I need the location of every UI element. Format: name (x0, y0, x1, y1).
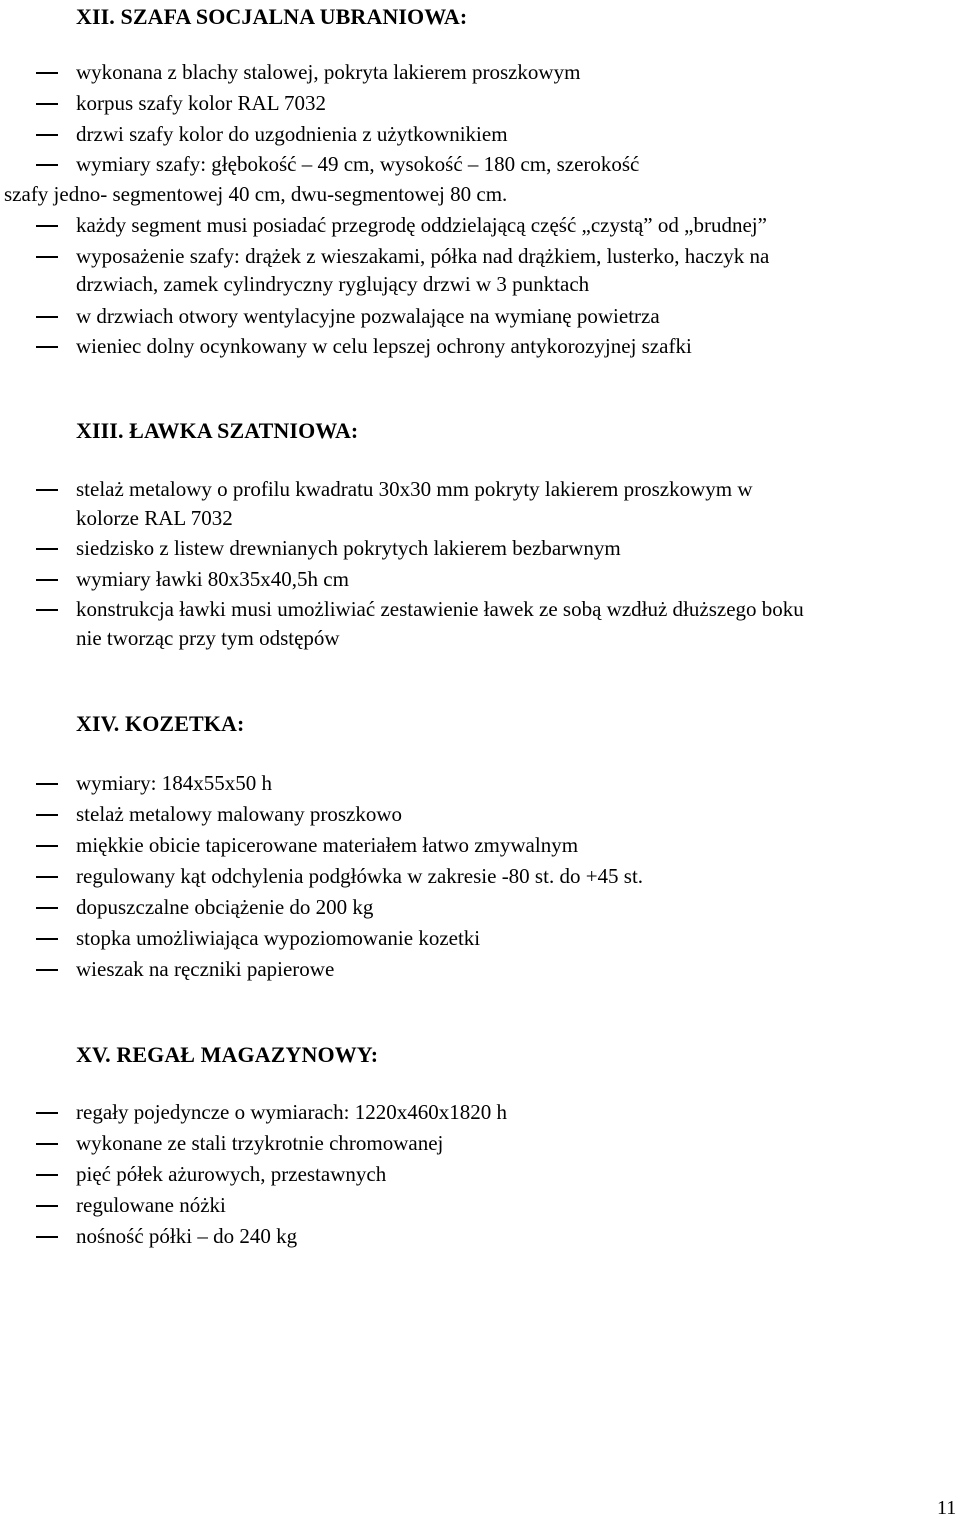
list-item: wieszak na ręczniki papierowe (76, 957, 335, 981)
dash-bullet (36, 845, 58, 847)
list-item: konstrukcja ławki musi umożliwiać zestawienie ławek ze sobą wzdłuż dłuższego boku (76, 597, 804, 621)
list-item: dopuszczalne obciążenie do 200 kg (76, 895, 374, 919)
dash-bullet (36, 548, 58, 550)
dash-bullet (36, 1205, 58, 1207)
list-item: wymiary: 184x55x50 h (76, 771, 272, 795)
list-item: stelaż metalowy o profilu kwadratu 30x30 mm pokryty lakierem proszkowym w (76, 477, 753, 501)
list-item: każdy segment musi posiadać przegrodę oddzielającą część „czystą” od „brudnej” (76, 213, 767, 237)
page-number: 11 (937, 1497, 957, 1519)
list-item-continuation: kolorze RAL 7032 (76, 506, 233, 530)
dash-bullet (36, 783, 58, 785)
dash-bullet (36, 489, 58, 491)
list-item: wymiary ławki 80x35x40,5h cm (76, 567, 349, 591)
list-item: wykonana z blachy stalowej, pokryta lakierem proszkowym (76, 60, 581, 84)
dash-bullet (36, 969, 58, 971)
list-item: wymiary szafy: głębokość – 49 cm, wysokość – 180 cm, szerokość (76, 152, 640, 176)
dash-bullet (36, 579, 58, 581)
dash-bullet (36, 876, 58, 878)
list-item: stelaż metalowy malowany proszkowo (76, 802, 402, 826)
section-heading-xiii: XIII. ŁAWKA SZATNIOWA: (76, 418, 359, 443)
dash-bullet (36, 938, 58, 940)
dash-bullet (36, 609, 58, 611)
list-item: regały pojedyncze o wymiarach: 1220x460x1820 h (76, 1100, 507, 1124)
dash-bullet (36, 72, 58, 74)
dash-bullet (36, 1112, 58, 1114)
list-item: wieniec dolny ocynkowany w celu lepszej ochrony antykorozyjnej szafki (76, 334, 692, 358)
list-item: pięć półek ażurowych, przestawnych (76, 1162, 387, 1186)
section-heading-xii: XII. SZAFA SOCJALNA UBRANIOWA: (76, 4, 468, 29)
list-item: wykonane ze stali trzykrotnie chromowanej (76, 1131, 444, 1155)
dash-bullet (36, 1174, 58, 1176)
dash-bullet (36, 1143, 58, 1145)
dash-bullet (36, 164, 58, 166)
list-item-continuation: nie tworząc przy tym odstępów (76, 626, 340, 650)
dash-bullet (36, 907, 58, 909)
list-item: regulowany kąt odchylenia podgłówka w zakresie -80 st. do +45 st. (76, 864, 644, 888)
list-item-continuation: szafy jedno- segmentowej 40 cm, dwu-segmentowej 80 cm. (4, 182, 508, 206)
list-item: wyposażenie szafy: drążek z wieszakami, półka nad drążkiem, lusterko, haczyk na (76, 244, 770, 268)
list-item: drzwi szafy kolor do uzgodnienia z użytkownikiem (76, 122, 508, 146)
dash-bullet (36, 134, 58, 136)
dash-bullet (36, 103, 58, 105)
list-item: siedzisko z listew drewnianych pokrytych lakierem bezbarwnym (76, 536, 621, 560)
list-item: regulowane nóżki (76, 1193, 226, 1217)
section-heading-xiv: XIV. KOZETKA: (76, 711, 245, 736)
list-item: nośność półki – do 240 kg (76, 1224, 298, 1248)
list-item-continuation: drzwiach, zamek cylindryczny ryglujący drzwi w 3 punktach (76, 272, 590, 296)
dash-bullet (36, 256, 58, 258)
list-item: miękkie obicie tapicerowane materiałem łatwo zmywalnym (76, 833, 579, 857)
list-item: w drzwiach otwory wentylacyjne pozwalające na wymianę powietrza (76, 304, 660, 328)
dash-bullet (36, 316, 58, 318)
dash-bullet (36, 1236, 58, 1238)
list-item: korpus szafy kolor RAL 7032 (76, 91, 327, 115)
list-item: stopka umożliwiająca wypoziomowanie kozetki (76, 926, 481, 950)
dash-bullet (36, 225, 58, 227)
dash-bullet (36, 814, 58, 816)
dash-bullet (36, 346, 58, 348)
section-heading-xv: XV. REGAŁ MAGAZYNOWY: (76, 1042, 379, 1067)
